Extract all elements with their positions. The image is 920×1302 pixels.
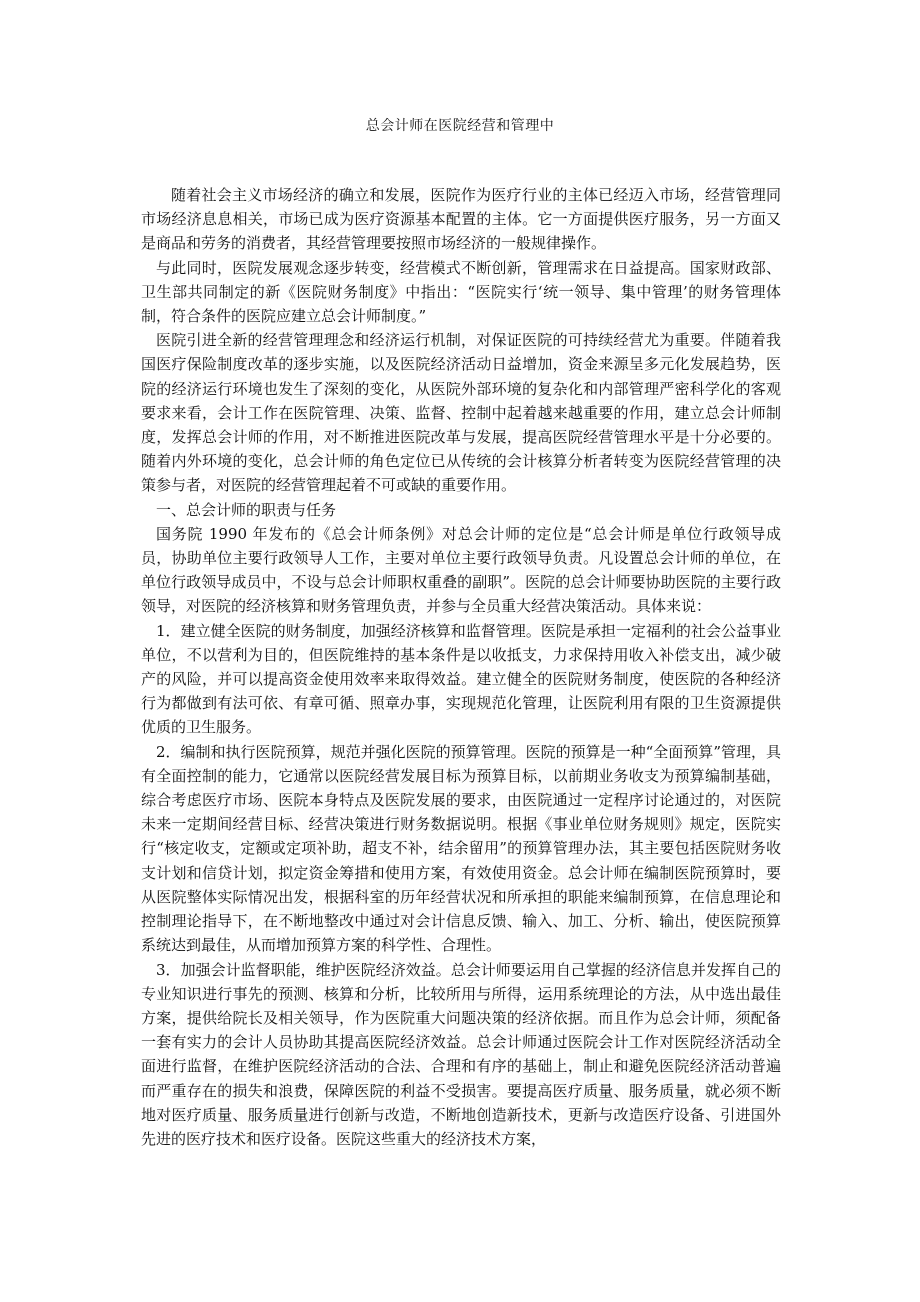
paragraph-item-3: 3．加强会计监督职能，维护医院经济效益。总会计师要运用自己掌握的经济信息并发挥自己的专业知识进行事先的预测、核算和分析，比较所用与所得，运用系统理论的方法，从中选出最佳方案，提供给院长及相关领导，作为医院重大问题决策的经济依据。而且作为总会计师，须配备一套有实力的会计人员协助其提高医院经济效益。总会计师通过医院会计工作对医院经济活动全面进行监督，在维护医院经济活动的合法、合理和有序的基础上，制止和避免医院经济活动普遍而严重存在的损失和浪费，保障医院的利益不受损害。要提高医疗质量、服务质量，就必须不断地对医疗质量、服务质量进行创新与改造，不断地创造新技术，更新与改造医疗设备、引进国外先进的医疗技术和医疗设备。医院这些重大的经济技术方案， (141, 960, 781, 1148)
section-heading-duties: 一、总会计师的职责与任务 (156, 500, 337, 519)
paragraph-development: 与此同时，医院发展观念逐步转变，经营模式不断创新，管理需求在日益提高。国家财政部、卫生部共同制定的新《医院财务制度》中指出：“医院实行‘统一领导、集中管理’的财务管理体制，符合条件的医院应建立总会计师制度。” (141, 258, 781, 326)
document-body (141, 183, 781, 1151)
document-title: 总会计师在医院经营和管理中 (365, 118, 555, 134)
paragraph-regulation: 国务院 1990 年发布的《总会计师条例》对总会计师的定位是“总会计师是单位行政领导成员，协助单位主要行政领导人工作，主要对单位主要行政领导负责。凡设置总会计师的单位，在单位行政领导成员中，不设与总会计师职权重叠的副职”。医院的总会计师要协助医院的主要行政领导，对医院的经济核算和财务管理负责，并参与全员重大经营决策活动。具体来说： (141, 524, 781, 616)
paragraph-intro: 随着社会主义市场经济的确立和发展，医院作为医疗行业的主体已经迈入市场，经营管理同市场经济息息相关，市场已成为医疗资源基本配置的主体。它一方面提供医疗服务，另一方面又是商品和劳务的消费者，其经营管理要按照市场经济的一般规律操作。 (141, 186, 781, 253)
paragraph-item-1: 1．建立健全医院的财务制度，加强经济核算和监督管理。医院是承担一定福利的社会公益事业单位，不以营利为目的，但医院维持的基本条件是以收抵支，力求保持用收入补偿支出，减少破产的风险，并可以提高资金使用效率来取得效益。建立健全的医院财务制度，使医院的各种经济行为都做到有法可依、有章可循、照章办事，实现规范化管理，让医院利用有限的卫生资源提供优质的卫生服务。 (141, 621, 781, 737)
paragraph-management-concept: 医院引进全新的经营管理理念和经济运行机制，对保证医院的可持续经营尤为重要。伴随着我国医疗保险制度改革的逐步实施，以及医院经济活动日益增加，资金来源呈多元化发展趋势，医院的经济运行环境也发生了深刻的变化，从医院外部环境的复杂化和内部管理严密科学化的客观要求来看，会计工作在医院管理、决策、监督、控制中起着越来越重要的作用，建立总会计师制度，发挥总会计师的作用，对不断推进医院改革与发展，提高医院经营管理水平是十分必要的。随着内外环境的变化，总会计师的角色定位已从传统的会计核算分析者转变为医院经营管理的决策参与者，对医院的经营管理起着不可或缺的重要作用。 (141, 331, 781, 495)
paragraph-item-2: 2．编制和执行医院预算，规范并强化医院的预算管理。医院的预算是一种“全面预算”管理，具有全面控制的能力，它通常以医院经营发展目标为预算目标，以前期业务收支为预算编制基础，综合考虑医疗市场、医院本身特点及医院发展的要求，由医院通过一定程序讨论通过的，对医院未来一定期间经营目标、经营决策进行财务数据说明。根据《事业单位财务规则》规定，医院实行“核定收支，定额或定项补助，超支不补，结余留用”的预算管理办法，其主要包括医院财务收支计划和信贷计划，拟定资金筹措和使用方案，有效使用资金。总会计师在编制医院预算时，要从医院整体实际情况出发，根据科室的历年经营状况和所承担的职能来编制预算，在信息理论和控制理论指导下，在不断地整改中通过对会计信息反馈、输入、加工、分析、输出，使医院预算系统达到最佳，从而增加预算方案的科学性、合理性。 (141, 742, 781, 955)
